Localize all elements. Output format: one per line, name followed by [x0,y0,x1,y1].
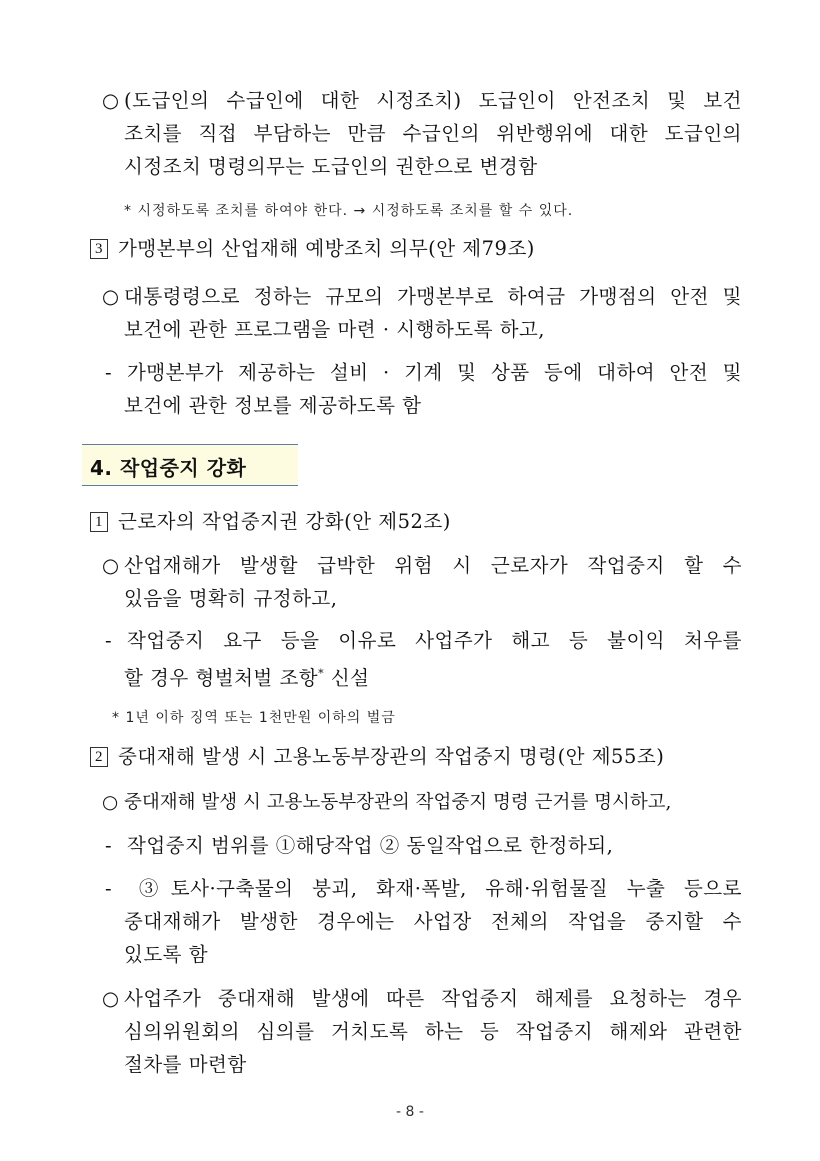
dash-bullet: - [105,361,113,384]
circle-item-line: ○ 산업재해가 발생할 급박한 위험 시 근로자가 작업중지 할 수 [102,554,742,577]
footnote: * 시정하도록 조치를 하여야 한다. → 시정하도록 조치를 할 수 있다. [124,203,574,219]
dash-item-line: 할 경우 형벌처벌 조항* 신설 [124,666,370,690]
dash-item-line: - 작업중지 범위를 ①해당작업 ② 동일작업으로 한정하되, [105,834,614,857]
boxed-heading: 2 중대재해 발생 시 고용노동부장관의 작업중지 명령(안 제55조) [90,744,664,770]
circle-item-line: 시정조치 명령의무는 도급인의 권한으로 변경함 [124,155,538,178]
dash-bullet: - [105,629,113,652]
dash-item-line: 있도록 함 [124,943,209,966]
dash-item-line: - 작업중지 요구 등을 이유로 사업주가 해고 등 불이익 처우를 [105,629,742,652]
boxed-heading: 1 근로자의 작업중지권 강화(안 제52조) [90,509,451,535]
circle-item-line: ○ 사업주가 중대재해 발생에 따른 작업중지 해제를 요청하는 경우 [102,987,742,1010]
boxed-number: 1 [90,512,108,532]
circle-item-line: ○ (도급인의 수급인에 대한 시정조치) 도급인이 안전조치 및 보건 [102,89,742,112]
dash-item-line: - ③토사·구축물의 붕괴, 화재·폭발, 유해·위험물질 누출 등으로 [105,877,742,900]
footnote-mark: * [318,667,325,680]
boxed-number: 2 [90,747,108,767]
circle-bullet: ○ [102,89,120,112]
dash-bullet: - [105,877,113,900]
dash-item-line: - 가맹본부가 제공하는 설비 · 기계 및 상품 등에 대하여 안전 및 [105,361,742,384]
circle-item-line: ○ 대통령령으로 정하는 규모의 가맹본부로 하여금 가맹점의 안전 및 [102,285,742,308]
boxed-number: 3 [90,239,108,259]
circle-item-line: 절차를 마련함 [124,1053,247,1076]
boxed-heading: 3 가맹본부의 산업재해 예방조치 의무(안 제79조) [90,236,535,262]
circle-bullet: ○ [102,987,120,1010]
circle-item-line: 심의위원회의 심의를 거치도록 하는 등 작업중지 해제와 관련한 [124,1020,742,1043]
dash-bullet: - [105,834,113,857]
circle-item-line: 있음을 명확히 규정하고, [124,587,338,610]
circle-item-line: 보건에 관한 프로그램을 마련 · 시행하도록 하고, [124,318,545,341]
circle-bullet: ○ [102,554,120,577]
footnote: * 1년 이하 징역 또는 1천만원 이하의 벌금 [112,710,396,726]
section-title: 4. 작업중지 강화 [90,456,247,480]
circle-bullet: ○ [102,792,119,813]
dash-item-line: 중대재해가 발생한 경우에는 사업장 전체의 작업을 중지할 수 [124,910,742,933]
circle-item-line: ○ 중대재해 발생 시 고용노동부장관의 작업중지 명령 근거를 명시하고, [102,790,671,816]
dash-item-line: 보건에 관한 정보를 제공하도록 함 [124,394,422,417]
page-number: - 8 - [396,1104,424,1120]
section-heading-box [82,444,298,486]
circle-item-line: 조치를 직접 부담하는 만큼 수급인의 위반행위에 대한 도급인의 [124,122,742,145]
circle-bullet: ○ [102,285,120,308]
